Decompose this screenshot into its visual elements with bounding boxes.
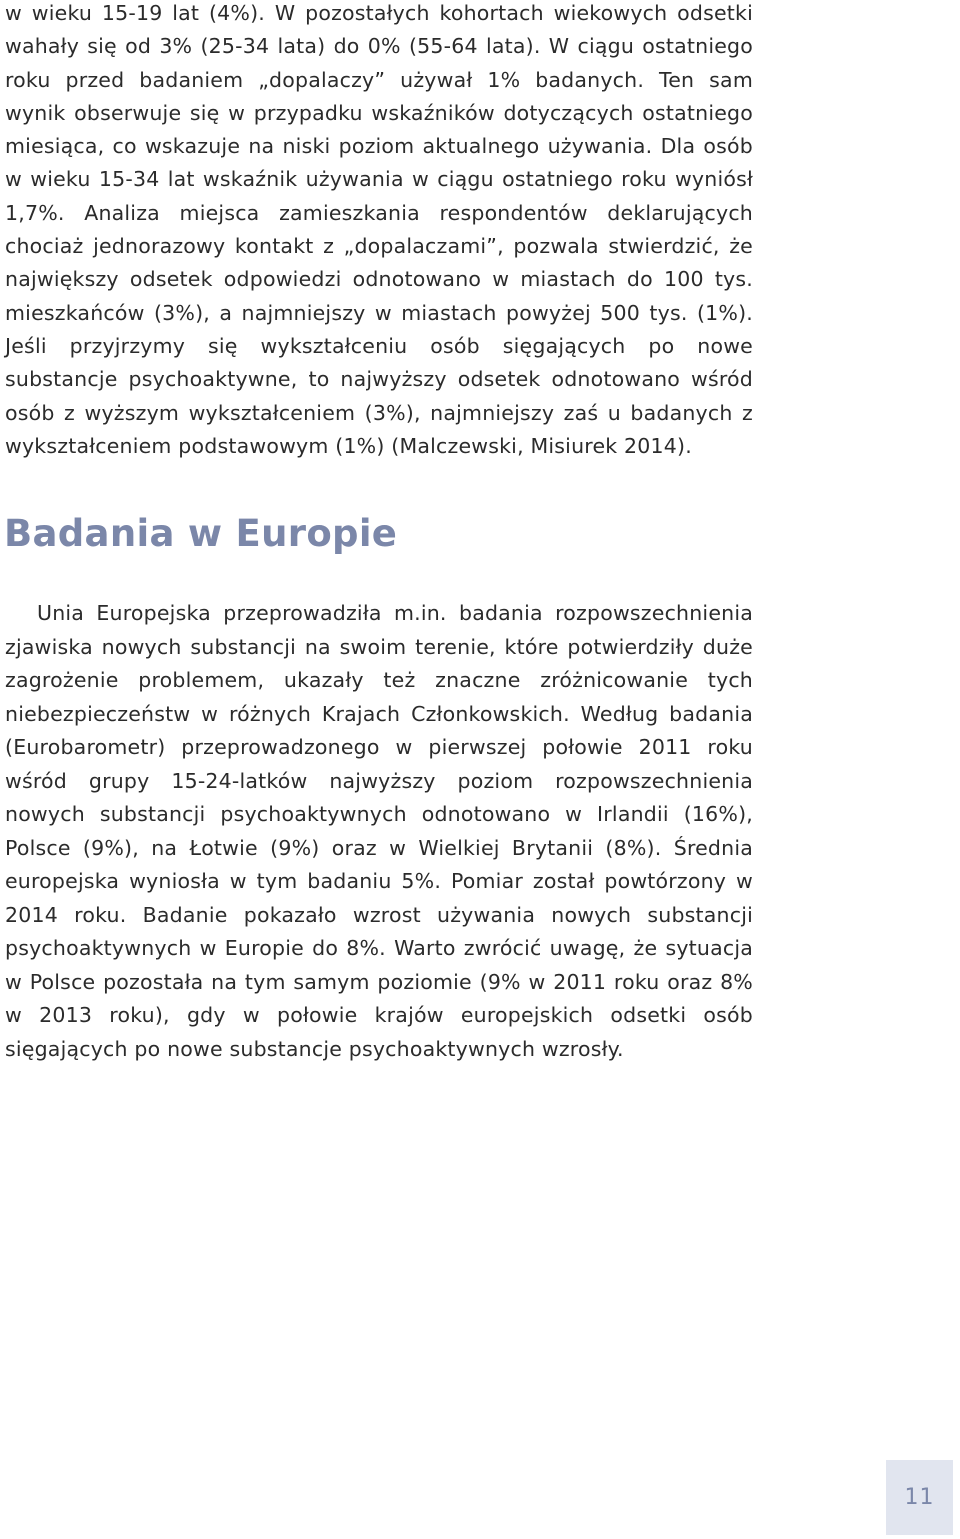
page-number: 11 xyxy=(904,1485,935,1510)
body-paragraph-europe: Unia Europejska przeprowadziła m.in. badania rozpowszechnienia zjawiska nowych substancji na swoim terenie, które potwierdziły duże zagrożenie problemem, ukazały też znaczne zróżnicowanie tych niebezpieczeństw w różnych Krajach Członkowskich. Według badania (Eurobarometr) przeprowadzonego w pierwszej połowie 2011 roku wśród grupy 15-24-latków najwyższy poziom rozpowszechnienia nowych substancji psychoaktywnych odnotowano w Irlandii (16%), Polsce (9%), na Łotwie (9%) oraz w Wielkiej Brytanii (8%). Średnia europejska wyniosła w tym badaniu 5%. Pomiar został powtórzony w 2014 roku. Badanie pokazało wzrost używania nowych substancji psychoaktywnych w Europie do 8%. Warto zwrócić uwagę, że sytuacja w Polsce pozostała na tym samym poziomie (9% w 2011 roku oraz 8% w 2013 roku), gdy w połowie krajów europejskich odsetki osób sięgających po nowe substancje psychoaktywnych wzrosły. xyxy=(5,601,753,1061)
body-paragraph-intro: w wieku 15-19 lat (4%). W pozostałych kohortach wiekowych odsetki wahały się od 3% (25-34 lata) do 0% (55-64 lata). W ciągu ostatniego roku przed badaniem „dopalaczy” używał 1% badanych. Ten sam wynik obserwuje się w przypadku wskaźników dotyczących ostatniego miesiąca, co wskazuje na niski poziom aktualnego używania. Dla osób w wieku 15-34 lat wskaźnik używania w ciągu ostatniego roku wyniósł 1,7%. Analiza miejsca zamieszkania respondentów deklarujących chociaż jednorazowy kontakt z „dopalaczami”, pozwala stwierdzić, że największy odsetek odpowiedzi odnotowano w miastach do 100 tys. mieszkańców (3%), a najmniejszy w miastach powyżej 500 tys. (1%). Jeśli przyjrzymy się wykształceniu osób sięgających po nowe substancje psychoaktywne, to najwyższy odsetek odnotowano wśród osób z wyższym wykształceniem (3%), najmniejszy zaś u badanych z wykształceniem podstawowym (1%) (Malczewski, Misiurek 2014). xyxy=(5,1,753,458)
section-heading: Badania w Europie xyxy=(4,512,398,555)
page-number-box xyxy=(886,1460,953,1535)
